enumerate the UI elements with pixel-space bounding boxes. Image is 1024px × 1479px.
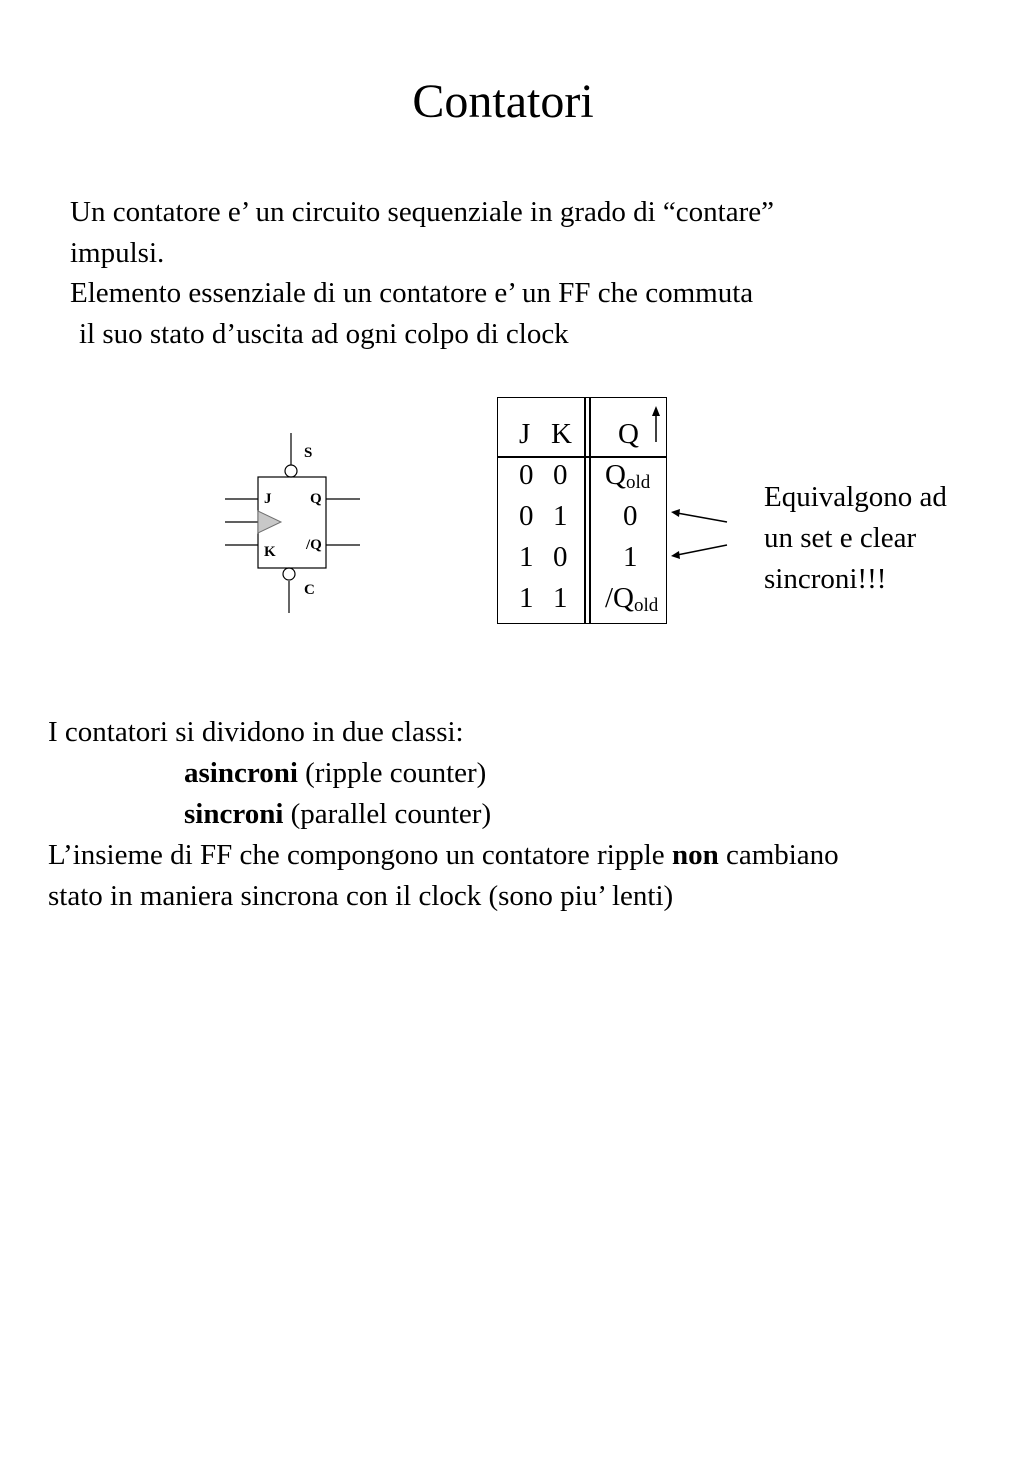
table-cell-q: $/Q_{old}$ <box>605 582 659 616</box>
ripple-line: L’insieme di FF che compongono un contatore ripple non cambiano <box>48 839 839 871</box>
table-header-k: K <box>551 418 572 450</box>
note-line: Equivalgono ad <box>764 481 947 513</box>
clear-bubble <box>283 568 295 580</box>
intro-line: impulsi. <box>70 236 165 269</box>
k-label: K <box>264 544 276 560</box>
table-cell-j: 1 <box>519 541 534 573</box>
intro-line: Un contatore e’ un circuito sequenziale in grado di “contare” <box>70 196 775 228</box>
clear-label: C <box>304 582 315 598</box>
jk-truth-table <box>497 397 667 624</box>
set-label: S <box>304 445 313 461</box>
table-cell-k: 0 <box>553 459 568 491</box>
table-cell-k: 1 <box>553 582 568 614</box>
clock-triangle-icon <box>258 511 281 533</box>
sync-class-item: sincroni (parallel counter) <box>184 798 492 830</box>
intro-line: Elemento essenziale di un contatore e’ un FF che commuta <box>70 277 754 309</box>
j-label: J <box>264 491 272 507</box>
ripple-line-2: stato in maniera sincrona con il clock (sono piu’ lenti) <box>48 880 674 912</box>
intro-line: il suo stato d’uscita ad ogni colpo di clock <box>79 317 569 350</box>
table-divider <box>589 398 591 623</box>
table-cell-j: 0 <box>519 459 534 491</box>
note-line: sincroni!!! <box>764 563 887 595</box>
arrow-to-row-10 <box>677 545 727 555</box>
sync-set-clear-note <box>764 477 947 600</box>
classes-intro: I contatori si dividono in due classi: <box>48 716 464 748</box>
table-cell-k: 1 <box>553 500 568 532</box>
table-cell-q: 1 <box>623 541 638 573</box>
table-cell-q: $Q_{old}$ <box>605 459 651 493</box>
table-cell-q: 0 <box>623 500 638 532</box>
table-header-q: Q <box>618 418 639 450</box>
table-divider <box>584 398 586 623</box>
counter-classes-paragraph <box>48 712 839 917</box>
note-line: un set e clear <box>764 522 917 554</box>
async-class-item: asincroni (ripple counter) <box>184 757 487 789</box>
table-header-divider <box>498 456 666 458</box>
table-cell-j: 1 <box>519 582 534 614</box>
table-cell-k: 0 <box>553 541 568 573</box>
q-label: Q <box>310 491 322 507</box>
nq-label: /Q <box>306 537 322 553</box>
page-title: Contatori <box>412 75 594 128</box>
table-header-j: J <box>519 418 531 450</box>
table-cell-j: 0 <box>519 500 534 532</box>
arrow-to-row-01 <box>677 513 727 522</box>
set-bubble <box>285 465 297 477</box>
